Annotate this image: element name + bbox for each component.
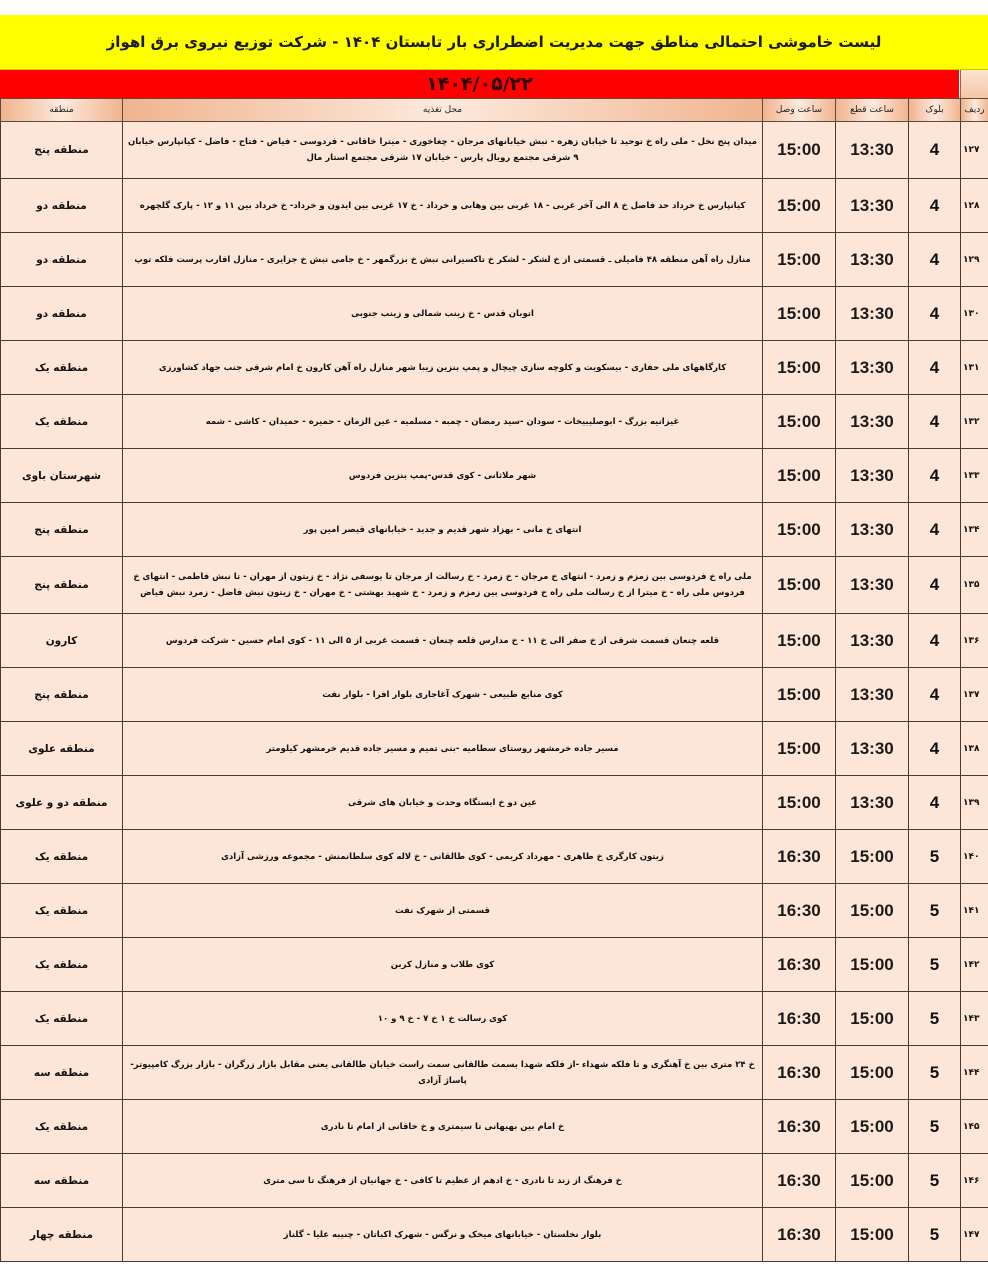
row-number-cell: ۱۴۴ [961,1046,988,1100]
location-cell: قلعه چنعان قسمت شرقی از خ صفر الی خ ۱۱ - خ مدارس قلعه چنعان - قسمت غربی از ۵ الی ۱۱ - کوی امام حسین - شرکت فردوس [123,614,763,668]
region-cell: منطقه سه [1,1046,123,1100]
reconnect-time-cell: 16:30 [763,1208,836,1262]
region-cell: منطقه یک [1,992,123,1046]
region-cell: منطقه یک [1,884,123,938]
cut-time-cell: 13:30 [836,233,909,287]
region-cell: منطقه سه [1,1154,123,1208]
block-cell: 4 [909,503,961,557]
location-cell: کیانپارس خ خرداد حد فاصل خ ۸ الی آخر غربی - ۱۸ غربی بین وهابی و خرداد - خ ۱۷ غربی بین ایدون و خرداد- خ خرداد بین ۱۱ و ۱۲ - پارک گلچهره [123,179,763,233]
region-cell: منطقه دو و علوی [1,776,123,830]
block-cell: 4 [909,449,961,503]
location-cell: خ فرهنگ از زند تا نادری - خ ادهم از عظیم تا کافی - خ جهانیان از فرهنگ تا سی متری [123,1154,763,1208]
region-cell: منطقه علوی [1,722,123,776]
cut-time-cell: 13:30 [836,557,909,614]
row-number-cell: ۱۳۲ [961,395,988,449]
table-header-row [1,99,988,122]
row-number-cell: ۱۳۷ [961,668,988,722]
location-cell: غیزانیه بزرگ - ابوصلیبیخات - سودان -سید رمضان - چمبه - مسلمیه - عین الزمان - حمیره - حمیدان - کاشی - شمه [123,395,763,449]
reconnect-time-cell: 15:00 [763,668,836,722]
block-cell: 4 [909,122,961,179]
location-cell: منازل راه آهن منطقه ۴۸ فامیلی ـ قسمتی از خ لشکر - لشکر خ تاکسیرانی نبش خ بزرگمهر - خ جامی نبش خ جزایری - منازل اقارب پرست فلکه توپ [123,233,763,287]
region-cell: منطقه یک [1,938,123,992]
cut-time-cell: 13:30 [836,722,909,776]
date-bar [0,70,959,99]
table-row [1,830,988,884]
row-number-cell: ۱۴۱ [961,884,988,938]
block-cell: 5 [909,1154,961,1208]
column-header-cut-time: ساعت قطع [836,99,909,122]
table-row [1,722,988,776]
row-number-cell: ۱۳۶ [961,614,988,668]
reconnect-time-cell: 16:30 [763,992,836,1046]
block-cell: 4 [909,557,961,614]
block-cell: 4 [909,668,961,722]
cut-time-cell: 13:30 [836,614,909,668]
region-cell: منطقه چهار [1,1208,123,1262]
block-cell: 4 [909,341,961,395]
block-cell: 4 [909,395,961,449]
reconnect-time-cell: 15:00 [763,341,836,395]
cut-time-cell: 13:30 [836,287,909,341]
row-number-cell: ۱۴۰ [961,830,988,884]
region-cell: منطقه پنج [1,122,123,179]
block-cell: 5 [909,830,961,884]
location-cell: قسمتی از شهرک نفت [123,884,763,938]
cut-time-cell: 15:00 [836,884,909,938]
row-number-cell: ۱۳۴ [961,503,988,557]
block-cell: 4 [909,614,961,668]
row-number-cell: ۱۲۸ [961,179,988,233]
row-number-cell: ۱۳۳ [961,449,988,503]
table-row [1,503,988,557]
table-row [1,287,988,341]
region-cell: منطقه یک [1,395,123,449]
block-cell: 5 [909,938,961,992]
reconnect-time-cell: 15:00 [763,287,836,341]
block-cell: 4 [909,776,961,830]
cut-time-cell: 13:30 [836,503,909,557]
row-number-cell: ۱۳۹ [961,776,988,830]
row-number-cell: ۱۴۲ [961,938,988,992]
reconnect-time-cell: 15:00 [763,233,836,287]
page-title: لیست خاموشی احتمالی مناطق جهت مدیریت اضطراری بار تابستان ۱۴۰۴ - شرکت توزیع نیروی برق اهواز [106,33,882,51]
cut-time-cell: 13:30 [836,776,909,830]
column-header-block: بلوک [909,99,961,122]
cut-time-cell: 13:30 [836,122,909,179]
reconnect-time-cell: 16:30 [763,830,836,884]
location-cell: میدان پنج نخل - ملی راه خ توحید تا خیابان زهره - نبش خیابانهای مرجان - چغاخوری - میترا خاقانی - فردوسی - فیاض - فتاح - فاضل - کیانپارس خیابان ۹ شرقی مجتمع رویال پارس - خیابان ۱۷ شرقی مجتمع استار مال [123,122,763,179]
column-header-region: منطقه [1,99,123,122]
reconnect-time-cell: 15:00 [763,776,836,830]
block-cell: 5 [909,1100,961,1154]
region-cell: منطقه پنج [1,557,123,614]
table-row [1,938,988,992]
region-cell: منطقه دو [1,287,123,341]
outage-schedule-table [0,98,988,1262]
location-cell: خ امام بین بهبهانی تا سیمتری و خ خاقانی از امام تا نادری [123,1100,763,1154]
table-row [1,233,988,287]
region-cell: منطقه پنج [1,668,123,722]
reconnect-time-cell: 16:30 [763,1046,836,1100]
cut-time-cell: 15:00 [836,1208,909,1262]
reconnect-time-cell: 15:00 [763,395,836,449]
reconnect-time-cell: 16:30 [763,1154,836,1208]
location-cell: بلوار نخلستان - خیابانهای میخک و نرگس - شهرک اکباتان - چنیبه علیا - گلناز [123,1208,763,1262]
block-cell: 5 [909,992,961,1046]
block-cell: 5 [909,1046,961,1100]
date-bar-corner [960,70,988,98]
reconnect-time-cell: 15:00 [763,449,836,503]
cut-time-cell: 15:00 [836,830,909,884]
table-row [1,776,988,830]
reconnect-time-cell: 15:00 [763,122,836,179]
location-cell: کوی منابع طبیعی - شهرک آغاجاری بلوار افرا - بلوار نفت [123,668,763,722]
reconnect-time-cell: 15:00 [763,722,836,776]
table-row [1,884,988,938]
table-row [1,557,988,614]
table-row [1,449,988,503]
table-row [1,1100,988,1154]
region-cell: منطقه یک [1,341,123,395]
cut-time-cell: 13:30 [836,449,909,503]
block-cell: 4 [909,722,961,776]
location-cell: مسیر جاده خرمشهر روستای سطامیه -بنی تمیم و مسیر جاده قدیم خرمشهر کیلومتر [123,722,763,776]
reconnect-time-cell: 15:00 [763,557,836,614]
row-number-cell: ۱۴۵ [961,1100,988,1154]
location-cell: عین دو خ ایستگاه وحدت و خیابان های شرقی [123,776,763,830]
table-row [1,122,988,179]
table-row [1,992,988,1046]
block-cell: 5 [909,1208,961,1262]
cut-time-cell: 13:30 [836,668,909,722]
location-cell: کارگاههای ملی حفاری - بیسکویت و کلوچه سازی چیچال و پمپ بنزین زیبا شهر منازل راه آهن کارون خ امام شرقی جنب جهاد کشاورزی [123,341,763,395]
location-cell: انتهای خ مانی - بهزاد شهر قدیم و جدید - خیابانهای قیصر امین پور [123,503,763,557]
block-cell: 4 [909,179,961,233]
row-number-cell: ۱۴۳ [961,992,988,1046]
location-cell: زیتون کارگری خ طاهری - مهرداد کریمی - کوی طالقانی - خ لاله کوی سلطانمنش - مجموعه ورزشی آزادی [123,830,763,884]
region-cell: منطقه پنج [1,503,123,557]
row-number-cell: ۱۳۰ [961,287,988,341]
location-cell: کوی رسالت خ ۱ خ ۷ - خ ۹ و ۱۰ [123,992,763,1046]
table-row [1,341,988,395]
region-cell: منطقه دو [1,233,123,287]
table-row [1,395,988,449]
region-cell: شهرستان باوی [1,449,123,503]
cut-time-cell: 15:00 [836,992,909,1046]
table-row [1,614,988,668]
location-cell: ملی راه خ فردوسی بین زمزم و زمرد - انتهای خ مرجان - خ زمرد - خ رسالت از مرجان تا یوسفی نژاد - خ زیتون از مهران - تا نبش فاطمی - انتهای خ فردوس ملی راه - خ میترا از خ رسالت ملی راه خ فردوسی بین زمزم و زمرد - خ شهید بهشتی - خ مهران - خ زیتون نبش فاضل - زمرد نبش فیاض [123,557,763,614]
reconnect-time-cell: 15:00 [763,614,836,668]
table-row [1,179,988,233]
reconnect-time-cell: 16:30 [763,884,836,938]
cut-time-cell: 13:30 [836,395,909,449]
block-cell: 4 [909,233,961,287]
cut-time-cell: 15:00 [836,938,909,992]
table-row [1,1046,988,1100]
reconnect-time-cell: 16:30 [763,1100,836,1154]
title-bar [0,15,988,70]
block-cell: 5 [909,884,961,938]
table-row [1,1154,988,1208]
reconnect-time-cell: 15:00 [763,179,836,233]
row-number-cell: ۱۴۶ [961,1154,988,1208]
cut-time-cell: 13:30 [836,179,909,233]
table-body [1,122,988,1262]
row-number-cell: ۱۳۱ [961,341,988,395]
region-cell: منطقه یک [1,1100,123,1154]
reconnect-time-cell: 15:00 [763,503,836,557]
column-header-reconnect-time: ساعت وصل [763,99,836,122]
table-row [1,668,988,722]
row-number-cell: ۱۴۷ [961,1208,988,1262]
cut-time-cell: 13:30 [836,341,909,395]
date-label: ۱۴۰۴/۰۵/۲۲ [426,73,533,95]
column-header-location: محل تغذیه [123,99,763,122]
region-cell: منطقه یک [1,830,123,884]
block-cell: 4 [909,287,961,341]
row-number-cell: ۱۳۸ [961,722,988,776]
location-cell: اتوبان قدس - خ زینب شمالی و زینب جنوبی [123,287,763,341]
cut-time-cell: 15:00 [836,1046,909,1100]
location-cell: کوی طلاب و منازل کربن [123,938,763,992]
cut-time-cell: 15:00 [836,1100,909,1154]
column-header-row-number: ردیف [961,99,988,122]
cut-time-cell: 15:00 [836,1154,909,1208]
row-number-cell: ۱۲۷ [961,122,988,179]
region-cell: کارون [1,614,123,668]
location-cell: شهر ملاثانی - کوی قدس-پمپ بنزین فردوس [123,449,763,503]
region-cell: منطقه دو [1,179,123,233]
table-row [1,1208,988,1262]
location-cell: خ ۲۴ متری بین خ آهنگری و تا فلکه شهداء -از فلکه شهدا بسمت طالقانی سمت راست خیابان طالقانی یعنی مقابل بازار زرگران - بازار بزرگ کامپیوتر- پاساژ آزادی [123,1046,763,1100]
row-number-cell: ۱۲۹ [961,233,988,287]
row-number-cell: ۱۳۵ [961,557,988,614]
reconnect-time-cell: 16:30 [763,938,836,992]
